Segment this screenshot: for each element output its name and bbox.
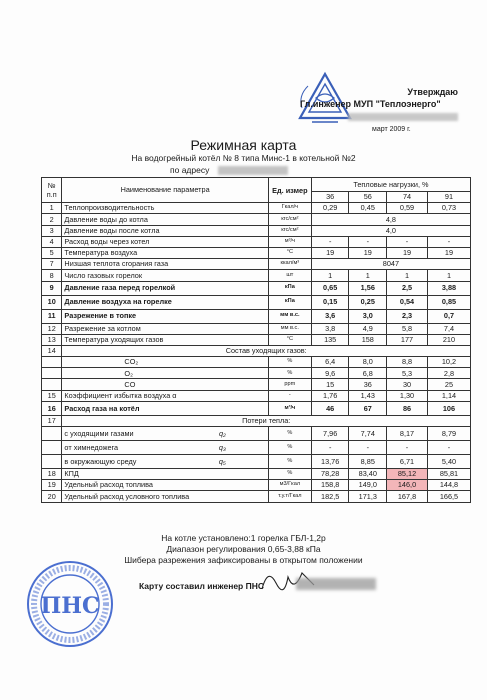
table-row [42, 270, 471, 281]
loss-row [42, 427, 471, 441]
value-cell: 149,0 [349, 480, 387, 491]
value-cell: 158 [349, 334, 387, 345]
empty-num [42, 455, 62, 469]
empty-num [42, 357, 62, 368]
value-cell: 210 [427, 334, 470, 345]
value-cell: - [387, 236, 428, 247]
parameters-table-body [42, 178, 471, 503]
merged-value-cell: 4,8 [311, 214, 470, 225]
value-cell: 1,14 [427, 390, 470, 401]
value-cell: 30 [387, 379, 428, 390]
unit-cell: кПа [268, 281, 311, 295]
header-num: № п.п [42, 178, 62, 203]
stamp-text: ПНС [40, 593, 100, 619]
merged-value-cell: 4,0 [311, 225, 470, 236]
empty-num [42, 368, 62, 379]
row-number: 1 [42, 203, 62, 214]
row-number: 4 [42, 236, 62, 247]
unit-cell: кПа [268, 295, 311, 309]
parameter-name: КПД [62, 469, 268, 480]
value-cell: 1,43 [349, 390, 387, 401]
header-loads: Тепловые нагрузки, % [311, 178, 470, 192]
table-header-row-1 [42, 178, 471, 192]
parameter-name: Расход воды через котел [62, 236, 268, 247]
value-cell: 8,0 [349, 357, 387, 368]
row-number: 15 [42, 390, 62, 401]
value-cell: 0,29 [311, 203, 349, 214]
table-row [42, 236, 471, 247]
table-row [42, 225, 471, 236]
loss-name [62, 441, 268, 455]
row-number: 18 [42, 469, 62, 480]
row-number: 16 [42, 401, 62, 415]
unit-cell: % [268, 357, 311, 368]
value-cell: - [349, 441, 387, 455]
value-cell: 106 [427, 401, 470, 415]
gas-row [42, 379, 471, 390]
value-cell: 8,8 [387, 357, 428, 368]
section-14-row [42, 345, 471, 356]
table-row [42, 259, 471, 270]
value-cell: 1,56 [349, 281, 387, 295]
parameter-name: Разрежение в топке [62, 309, 268, 323]
loss-symbol: q₂ [219, 428, 226, 438]
value-cell: 13,76 [311, 455, 349, 469]
merged-value-cell: 8047 [311, 259, 470, 270]
value-cell: 7,74 [349, 427, 387, 441]
value-cell: 5,40 [427, 455, 470, 469]
value-cell: 36 [349, 379, 387, 390]
parameter-name: Расход газа на котёл [62, 401, 268, 415]
table-row [42, 334, 471, 345]
gas-row [42, 368, 471, 379]
parameters-table [41, 177, 471, 503]
parameter-name: Теплопроизводительность [62, 203, 268, 214]
approval-line-1: Утверждаю [407, 87, 458, 97]
value-cell: 0,65 [311, 281, 349, 295]
value-cell: 46 [311, 401, 349, 415]
gas-name: O₂ [62, 368, 268, 379]
unit-cell: ккал/м³ [268, 259, 311, 270]
row-number: 8 [42, 270, 62, 281]
value-cell: 5,8 [387, 323, 428, 334]
row-number: 5 [42, 247, 62, 258]
value-cell: 3,8 [311, 323, 349, 334]
gas-name: CO₂ [62, 357, 268, 368]
unit-cell: м3/Гкал [268, 480, 311, 491]
unit-cell: % [268, 455, 311, 469]
value-cell: 1,30 [387, 390, 428, 401]
value-cell: 146,0 [387, 480, 428, 491]
value-cell: 1,76 [311, 390, 349, 401]
loss-symbol: q₅ [218, 456, 226, 466]
row-number: 10 [42, 295, 62, 309]
value-cell: 19 [387, 247, 428, 258]
address-label: по адресу [170, 165, 210, 175]
value-cell: 5,3 [387, 368, 428, 379]
value-cell: 167,8 [387, 491, 428, 502]
table-row [42, 491, 471, 502]
table-row [42, 480, 471, 491]
parameter-name: Разрежение за котлом [62, 323, 268, 334]
approval-date: март 2009 г. [372, 126, 411, 133]
parameter-name: Давление воздуха на горелке [62, 295, 268, 309]
gas-row [42, 357, 471, 368]
value-cell: 1 [427, 270, 470, 281]
value-cell: - [387, 441, 428, 455]
value-cell: 19 [427, 247, 470, 258]
load-value: 91 [427, 192, 470, 203]
loss-name [62, 427, 268, 441]
unit-cell: м³/ч [268, 401, 311, 415]
value-cell: 2,5 [387, 281, 428, 295]
table-row [42, 469, 471, 480]
value-cell: 177 [387, 334, 428, 345]
parameter-name: Температура воздуха [62, 247, 268, 258]
value-cell: 10,2 [427, 357, 470, 368]
value-cell: 15 [311, 379, 349, 390]
value-cell: 158,8 [311, 480, 349, 491]
loss-label: с уходящими газами [64, 428, 134, 438]
value-cell: 78,28 [311, 469, 349, 480]
load-value: 36 [311, 192, 349, 203]
table-row [42, 295, 471, 309]
unit-cell: % [268, 469, 311, 480]
value-cell: 6,8 [349, 368, 387, 379]
section-17-title: Потери тепла: [62, 415, 471, 426]
value-cell: 3,0 [349, 309, 387, 323]
table-row [42, 281, 471, 295]
loss-symbol: q₃ [218, 442, 226, 452]
value-cell: 2,8 [427, 368, 470, 379]
row-number: 3 [42, 225, 62, 236]
value-cell: 2,3 [387, 309, 428, 323]
unit-cell: % [268, 368, 311, 379]
table-row [42, 214, 471, 225]
unit-cell: кгс/см² [268, 214, 311, 225]
empty-num [42, 379, 62, 390]
value-cell: 83,40 [349, 469, 387, 480]
value-cell: 182,5 [311, 491, 349, 502]
value-cell: 19 [349, 247, 387, 258]
value-cell: 0,73 [427, 203, 470, 214]
value-cell: 171,3 [349, 491, 387, 502]
unit-cell: ppm [268, 379, 311, 390]
value-cell: 1 [387, 270, 428, 281]
unit-cell: шт [268, 270, 311, 281]
parameter-name: Давление газа перед горелкой [62, 281, 268, 295]
table-row [42, 401, 471, 415]
value-cell: 144,8 [427, 480, 470, 491]
value-cell: 1 [311, 270, 349, 281]
row-number: 14 [42, 345, 62, 356]
unit-cell: мм в.с. [268, 309, 311, 323]
parameter-name: Удельный расход условного топлива [62, 491, 268, 502]
table-row [42, 203, 471, 214]
value-cell: 8,85 [349, 455, 387, 469]
parameter-name: Низшая теплота сгорания газа [62, 259, 268, 270]
unit-cell: % [268, 427, 311, 441]
table-row [42, 309, 471, 323]
value-cell: 135 [311, 334, 349, 345]
note-line-2: Диапазон регулирования 0,65-3,88 кПа [166, 544, 321, 554]
value-cell: 86 [387, 401, 428, 415]
value-cell: 7,96 [311, 427, 349, 441]
row-number: 7 [42, 259, 62, 270]
value-cell: 8,79 [427, 427, 470, 441]
value-cell: 0,15 [311, 295, 349, 309]
value-cell: 25 [427, 379, 470, 390]
row-number: 20 [42, 491, 62, 502]
signer-label: Карту составил инженер ПНС [139, 581, 265, 591]
loss-row [42, 455, 471, 469]
unit-cell: мм в.с. [268, 323, 311, 334]
row-number: 11 [42, 309, 62, 323]
value-cell: 9,6 [311, 368, 349, 379]
pns-stamp-icon [24, 558, 116, 650]
unit-cell: Гкал/ч [268, 203, 311, 214]
value-cell: 19 [311, 247, 349, 258]
value-cell: 8,17 [387, 427, 428, 441]
loss-label: от химнедожега [64, 442, 119, 452]
value-cell: 7,4 [427, 323, 470, 334]
row-number: 13 [42, 334, 62, 345]
load-value: 56 [349, 192, 387, 203]
value-cell: 1 [349, 270, 387, 281]
value-cell: 0,59 [387, 203, 428, 214]
unit-cell: т.у.т/Гкал [268, 491, 311, 502]
unit-cell: - [268, 390, 311, 401]
empty-num [42, 427, 62, 441]
unit-cell: °С [268, 334, 311, 345]
signer-name-redacted [296, 578, 376, 590]
unit-cell: кгс/см² [268, 225, 311, 236]
row-number: 9 [42, 281, 62, 295]
value-cell: 166,5 [427, 491, 470, 502]
load-value: 74 [387, 192, 428, 203]
section-17-row [42, 415, 471, 426]
row-number: 17 [42, 415, 62, 426]
value-cell: - [427, 441, 470, 455]
approval-line-2: Гл.инженер МУП "Теплоэнерго" [300, 99, 441, 109]
value-cell: 0,45 [349, 203, 387, 214]
value-cell: - [427, 236, 470, 247]
value-cell: 3,6 [311, 309, 349, 323]
value-cell: 6,4 [311, 357, 349, 368]
value-cell: 6,71 [387, 455, 428, 469]
parameter-name: Температура уходящих газов [62, 334, 268, 345]
loss-label: в окружающую среду [64, 456, 137, 466]
empty-num [42, 441, 62, 455]
value-cell: 67 [349, 401, 387, 415]
value-cell: - [311, 236, 349, 247]
value-cell: 0,85 [427, 295, 470, 309]
value-cell: 85,12 [387, 469, 428, 480]
address-redacted [218, 166, 288, 175]
parameter-name: Число газовых горелок [62, 270, 268, 281]
page-title: Режимная карта [190, 137, 297, 153]
header-unit: Ед. измер [268, 178, 311, 203]
note-line-1: На котле установлено:1 горелка ГБЛ-1,2р [161, 533, 326, 543]
value-cell: 85,81 [427, 469, 470, 480]
section-14-title: Состав уходящих газов: [62, 345, 471, 356]
unit-cell: °С [268, 247, 311, 258]
row-number: 12 [42, 323, 62, 334]
parameter-name: Коэффициент избытка воздуха α [62, 390, 268, 401]
parameter-name: Удельный расход топлива [62, 480, 268, 491]
value-cell: 0,25 [349, 295, 387, 309]
approval-block [300, 86, 480, 133]
table-row [42, 247, 471, 258]
table-row [42, 323, 471, 334]
table-row [42, 390, 471, 401]
value-cell: 0,54 [387, 295, 428, 309]
parameter-name: Давление воды до котла [62, 214, 268, 225]
loss-name [62, 455, 268, 469]
page-subtitle: На водогрейный котёл № 8 типа Минс-1 в котельной №2 [131, 153, 356, 163]
value-cell: - [349, 236, 387, 247]
value-cell: 0,7 [427, 309, 470, 323]
unit-cell: м³/ч [268, 236, 311, 247]
header-name: Наименование параметра [62, 178, 268, 203]
gas-name: CO [62, 379, 268, 390]
value-cell: 4,9 [349, 323, 387, 334]
note-line-3: Шибера разрежения зафиксированы в открытом положении [124, 555, 363, 565]
approval-name-redacted [348, 113, 458, 121]
row-number: 19 [42, 480, 62, 491]
value-cell: 3,88 [427, 281, 470, 295]
value-cell: - [311, 441, 349, 455]
unit-cell: % [268, 441, 311, 455]
row-number: 2 [42, 214, 62, 225]
parameter-name: Давление воды после котла [62, 225, 268, 236]
loss-row [42, 441, 471, 455]
